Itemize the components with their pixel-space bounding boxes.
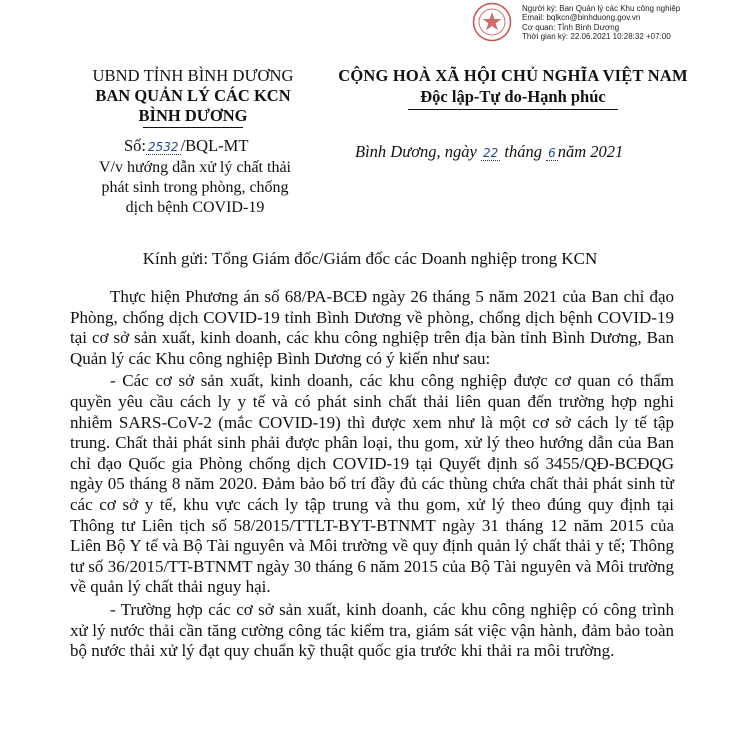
date-month-label: tháng [504, 142, 542, 161]
digital-signature-block [472, 2, 727, 44]
document-body [70, 287, 674, 662]
date-day: 22 [482, 146, 499, 160]
agency-name-line2: BÌNH DƯƠNG [138, 106, 248, 125]
signer-line: Người ký: Ban Quản lý các Khu công nghiệp [522, 4, 681, 13]
doc-number-suffix: /BQL-MT [180, 136, 249, 155]
subject-line: dịch bệnh COVID-19 [125, 199, 265, 216]
issuing-agency-header [78, 66, 308, 128]
date-place: Bình Dương, ngày [355, 142, 477, 161]
motto-divider [408, 109, 618, 110]
subject-block [70, 158, 320, 218]
date-month: 6 [548, 146, 556, 160]
agency-line: Cơ quan: Tỉnh Bình Dương [522, 22, 620, 32]
email-line: Email: bqlkcn@binhduong.gov.vn [522, 13, 641, 23]
doc-number-prefix: Số: [124, 136, 147, 155]
national-header [313, 66, 713, 110]
agency-name-line1: BAN QUẢN LÝ CÁC KCN [95, 86, 291, 105]
agency-divider [143, 127, 243, 128]
recipient-line: Kính gửi: Tổng Giám đốc/Giám đốc các Doanh nghiệp trong KCN [142, 249, 598, 268]
parent-agency: UBND TỈNH BÌNH DƯƠNG [92, 66, 294, 85]
signed-time-line: Thời gian ký: 22.06.2021 10:28:32 +07:00 [522, 32, 671, 42]
body-paragraph: Thực hiện Phương án số 68/PA-BCĐ ngày 26 tháng 5 năm 2021 của Ban chỉ đạo Phòng, chống dịch COVID-19 tỉnh Bình Dương về phòng, chống dịch bệnh COVID-19 tại cơ sở sản xuất, kinh doanh, các khu công nghiệp trên địa bàn tỉnh Bình Dương, Ban Quản lý các Khu công nghiệp Bình Dương có ý kiến như sau: [70, 287, 674, 368]
subject-line: V/v hướng dẫn xử lý chất thải [99, 159, 291, 176]
document-number [124, 135, 248, 158]
national-motto: Độc lập-Tự do-Hạnh phúc [420, 87, 606, 106]
body-paragraph: - Các cơ sở sản xuất, kinh doanh, các khu công nghiệp được cơ quan có thẩm quyền yêu cầu cách ly y tế và có phát sinh chất thải liên quan đến trường hợp nghi nhiễm SARS-CoV-2 (mắc COVID-19) thì được xem như là một cơ sở cách ly tế tập trung. Chất thải phát sinh phải được phân loại, thu gom, xử lý theo hướng dẫn của Ban chỉ đạo Quốc gia Phòng chống dịch COVID-19 tại Quyết định số 3455/QĐ-BCĐQG ngày 05 tháng 8 năm 2020. Đảm bảo bố trí đầy đủ các thùng chứa chất thải phát sinh từ các cơ sở y tế, khu vực cách ly tập trung và thu gom, xử lý theo đúng quy định tại Thông tư Liên tịch số 58/2015/TTLT-BYT-BTNMT ngày 31 tháng 12 năm 2015 của Liên Bộ Y tế và Bộ Tài nguyên và Môi trường về quy định quản lý chất thải y tế; Thông tư số 36/2015/TT-BTNMT ngày 30 tháng 6 năm 2015 của Bộ Tài nguyên và Môi trường về quản lý chất thải nguy hại. [70, 371, 674, 597]
doc-number-handwritten: 2532 [148, 140, 179, 154]
official-seal-icon [472, 2, 512, 42]
date-year: năm 2021 [557, 142, 624, 161]
body-paragraph: - Trường hợp các cơ sở sản xuất, kinh doanh, các khu công nghiệp có công trình xử lý nước thải cần tăng cường công tác kiểm tra, giám sát việc vận hành, đảm bảo toàn bộ nước thải xử lý đạt quy chuẩn kỹ thuật quốc gia trước khi thải ra môi trường. [70, 599, 674, 661]
date-line [355, 141, 623, 164]
subject-line: phát sinh trong phòng, chống [101, 179, 289, 196]
national-title: CỘNG HOÀ XÃ HỘI CHỦ NGHĨA VIỆT NAM [338, 66, 688, 85]
